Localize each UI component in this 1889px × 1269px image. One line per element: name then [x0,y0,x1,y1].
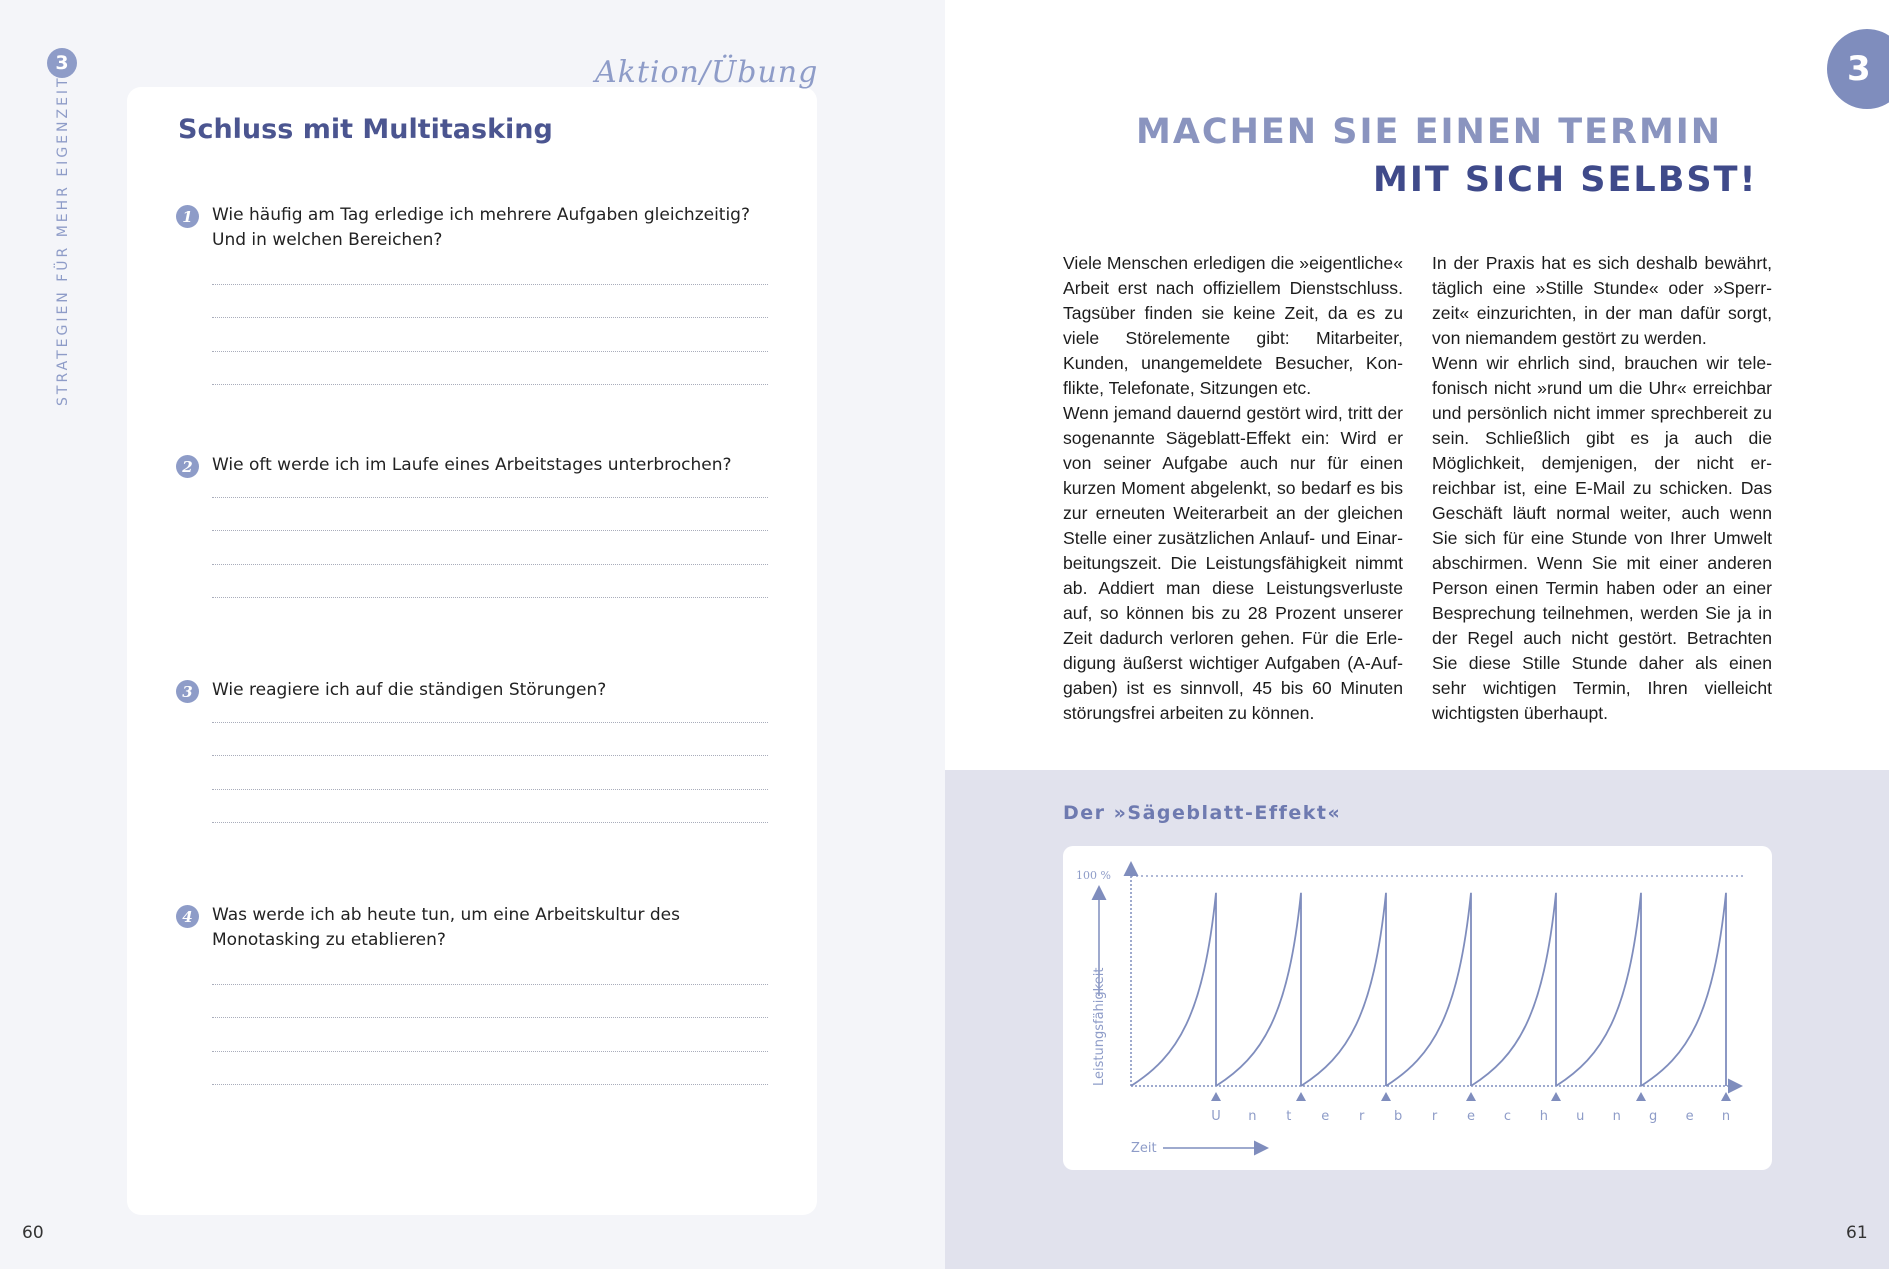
action-label: Aktion/Übung [595,55,819,90]
y-axis-label: Leistungsfähigkeit [1092,967,1107,1086]
answer-line[interactable] [212,285,768,319]
answer-line[interactable] [212,251,768,285]
annotation-letter: g [1649,1109,1658,1124]
body-column-1 [1063,251,1403,726]
annotation-letter: t [1286,1109,1292,1124]
sawtooth-cycle [1301,893,1386,1086]
paragraph: Wenn jemand dauernd gestört wird, tritt der sogenannte Sägeblatt-Effekt ein: Wird er von seiner Aufgabe auch nur für einen kurzen Moment abgelenkt, so bedarf es bis zur erneuten Weiterarbeit an der gleichen Stelle einer zusätzlichen Anlauf- und Einarbeitungszeit. Die Leistungsfähigkeit nimmt ab. Addiert man diese Leistungsverluste auf, so können bis zu 28 Prozent unserer Zeit dadurch verloren gehen. Für die Erledigung äußerst wichtiger Aufgaben (A-Aufgaben) ist es sinnvoll, 45 bis 60 Minuten störungsfrei arbeiten zu können. [1063,403,1403,723]
answer-line[interactable] [212,756,768,790]
chart-title: Der »Sägeblatt-Effekt« [1063,802,1342,824]
answer-line[interactable] [212,318,768,352]
answer-line[interactable] [212,1052,768,1086]
paragraph: Viele Menschen erledigen die »eigentliche« Arbeit erst nach offiziellem Dienstschluss. Tagsüber finden sie keine Zeit, da es zu viele Störelemente gibt: Mitarbeiter, Kunden, unangemeldete Besucher, Konflikte, Telefonate, Sitzungen etc. [1063,253,1403,398]
question-number-badge: 3 [176,680,199,703]
interruption-markers [1211,1092,1731,1101]
annotation-letter: r [1359,1109,1365,1124]
answer-line[interactable] [212,352,768,386]
annotation-letter: b [1394,1109,1403,1124]
answer-line[interactable] [212,689,768,723]
headline-line-1: MACHEN SIE EINEN TERMIN [1136,112,1723,152]
interruption-letters [1211,1109,1730,1124]
exercise-title: Schluss mit Multitasking [178,114,553,145]
paragraph: Wenn wir ehrlich sind, brauchen wir telefonisch nicht »rund um die Uhr« erreichbar und persönlich nicht immer sprechbereit zu sein. Schließlich gibt es ja auch die Möglichkeit, demjenigen, der nicht erreichbar ist, eine E-Mail zu schicken. Das Geschäft läuft normal weiter, auch wenn Sie sich für eine Stunde von Ihrer Umwelt abschirmen. Wenn Sie mit einer anderen Person einen Termin haben oder an einer Besprechung teilnehmen, werden Sie ja in der Regel auch nicht gestört. Betrachten Sie diese Stille Stunde daher als einen sehr wichtigen Termin, Ihren vielleicht wichtigsten überhaupt. [1432,353,1772,723]
annotation-letter: n [1248,1109,1257,1124]
question-number-badge: 2 [176,455,199,478]
interruption-marker [1211,1092,1221,1101]
y-max-label: 100 % [1076,869,1111,882]
annotation-letter: U [1211,1109,1221,1124]
answer-line[interactable] [212,565,768,599]
side-running-title: STRATEGIEN FÜR MEHR EIGENZEIT [55,75,71,406]
interruption-marker [1721,1092,1731,1101]
sawtooth-cycle [1556,893,1641,1086]
interruption-marker [1466,1092,1476,1101]
answer-line[interactable] [212,790,768,824]
sawtooth-chart [1063,846,1772,1170]
question-number-badge: 4 [176,905,199,928]
sawtooth-series [1131,893,1726,1086]
interruption-marker [1381,1092,1391,1101]
answer-line[interactable] [212,464,768,498]
answer-line[interactable] [212,985,768,1019]
answer-line[interactable] [212,1018,768,1052]
annotation-letter: e [1685,1109,1694,1124]
paragraph: In der Praxis hat es sich deshalb bewährt, täglich eine »Stille Stunde« oder »Sperrzeit« einzurichten, in der man dafür sorgt, von niemandem gestört zu werden. [1432,253,1772,348]
sawtooth-cycle [1471,893,1556,1086]
answer-line[interactable] [212,951,768,985]
interruption-marker [1296,1092,1306,1101]
annotation-letter: n [1612,1109,1621,1124]
chapter-badge: 3 [47,48,77,78]
interruption-marker [1636,1092,1646,1101]
answer-lines [212,251,768,385]
answer-line[interactable] [212,498,768,532]
sawtooth-cycle [1216,893,1301,1086]
question-text: Wie häufig am Tag erledige ich mehrere Aufgaben gleichzeitig? Und in welchen Bereichen? [212,205,750,250]
answer-lines [212,464,768,598]
answer-line[interactable] [212,531,768,565]
answer-line[interactable] [212,723,768,757]
annotation-letter: c [1503,1109,1512,1124]
annotation-letter: e [1467,1109,1475,1124]
x-axis-label: Zeit [1131,1141,1157,1156]
sawtooth-cycle [1641,893,1726,1086]
body-column-2 [1432,251,1772,726]
interruption-marker [1551,1092,1561,1101]
sawtooth-cycle [1131,893,1216,1086]
page-number-right: 61 [1846,1223,1868,1243]
headline-line-2: MIT SICH SELBST! [1373,160,1758,200]
annotation-letter: r [1431,1109,1438,1124]
chapter-tab: 3 [1827,29,1889,109]
question-text: Was werde ich ab heute tun, um eine Arbeitskultur des Monotasking zu etablieren? [212,905,680,950]
annotation-letter: e [1321,1109,1330,1124]
question-text: Wie reagiere ich auf die ständigen Störungen? [212,680,607,700]
annotation-letter: u [1576,1109,1585,1124]
answer-lines [212,951,768,1085]
answer-lines [212,689,768,823]
page-number-left: 60 [22,1223,44,1243]
annotation-letter: h [1539,1109,1548,1124]
sawtooth-cycle [1386,893,1471,1086]
annotation-letter: n [1721,1109,1731,1124]
question-number-badge: 1 [176,205,199,228]
question-text: Wie oft werde ich im Laufe eines Arbeitstages unterbrochen? [212,455,732,475]
